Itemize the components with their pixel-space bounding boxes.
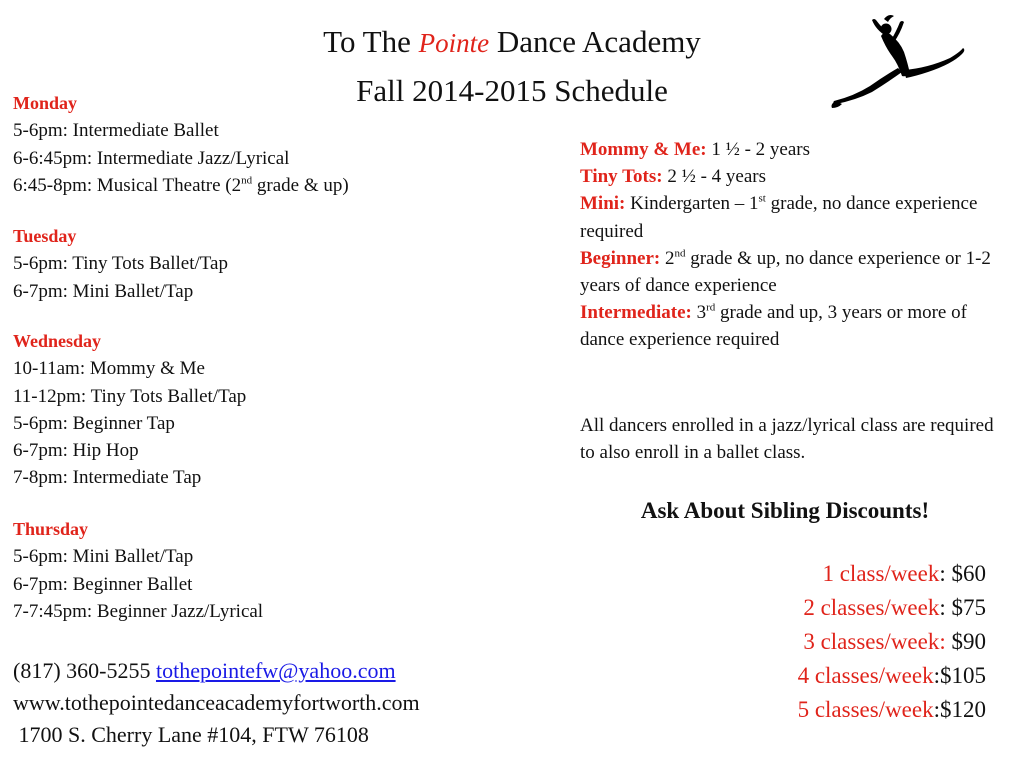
page-subtitle: Fall 2014-2015 Schedule bbox=[356, 73, 668, 108]
price-row bbox=[798, 659, 986, 693]
level-mini bbox=[580, 190, 1000, 244]
phone-number: (817) 360-5255 bbox=[13, 658, 151, 683]
level-text: 2 bbox=[660, 247, 675, 269]
address bbox=[13, 719, 420, 751]
level-text: grade & up, no dance experience or 1-2 years of dance experience bbox=[580, 247, 991, 297]
dancer-leap-silhouette-icon bbox=[828, 12, 978, 112]
title-prefix: To The bbox=[323, 24, 411, 59]
class-slot: 6-7pm: Beginner Ballet bbox=[13, 573, 193, 595]
level-text: 2 ½ - 4 years bbox=[662, 166, 766, 188]
level-beginner bbox=[580, 245, 1000, 299]
level-sup: rd bbox=[706, 301, 716, 314]
price-label: 5 classes/week bbox=[797, 697, 934, 722]
price-row bbox=[798, 557, 986, 591]
day-thursday bbox=[13, 516, 263, 625]
class-slot: 7-7:45pm: Beginner Jazz/Lyrical bbox=[13, 600, 264, 622]
class-slot: 5-6pm: Mini Ballet/Tap bbox=[13, 546, 194, 568]
title-suffix: Dance Academy bbox=[496, 24, 701, 59]
level-tiny bbox=[580, 163, 1000, 190]
price-value: : $60 bbox=[939, 561, 986, 586]
class-slot: 6-7pm: Hip Hop bbox=[13, 440, 139, 462]
class-slot-sup: nd bbox=[241, 174, 253, 187]
class-slot: 10-11am: Mommy & Me bbox=[13, 358, 205, 380]
title-pointe: Pointe bbox=[418, 28, 490, 58]
level-mommy bbox=[580, 136, 1000, 163]
class-slot-text: 6:45-8pm: Musical Theatre (2 bbox=[13, 174, 242, 196]
class-slot: 11-12pm: Tiny Tots Ballet/Tap bbox=[13, 385, 247, 407]
price-row bbox=[798, 693, 986, 727]
level-label: Intermediate: bbox=[580, 302, 692, 324]
price-row bbox=[798, 591, 986, 625]
website-url: www.tothepointedanceacademyfortworth.com bbox=[13, 690, 420, 715]
price-value: :$105 bbox=[933, 663, 986, 688]
pricing-list bbox=[798, 557, 986, 727]
class-slot: 5-6pm: Intermediate Ballet bbox=[13, 120, 219, 142]
price-value: $90 bbox=[945, 629, 986, 654]
sibling-discount-heading: Ask About Sibling Discounts! bbox=[640, 498, 930, 523]
day-name-monday: Monday bbox=[13, 93, 78, 113]
day-name-wednesday: Wednesday bbox=[13, 331, 102, 351]
day-wednesday bbox=[13, 328, 246, 492]
level-text: 1 ½ - 2 years bbox=[706, 139, 811, 160]
ballet-requirement-note: All dancers enrolled in a jazz/lyrical class are required to also enroll in a ballet class. bbox=[580, 415, 994, 464]
class-slot: 5-6pm: Tiny Tots Ballet/Tap bbox=[13, 253, 228, 275]
class-slot: 5-6pm: Beginner Tap bbox=[13, 412, 175, 434]
day-name-thursday: Thursday bbox=[13, 519, 89, 539]
price-label: 4 classes/week bbox=[797, 663, 934, 688]
class-slot: 6-6:45pm: Intermediate Jazz/Lyrical bbox=[13, 147, 290, 169]
class-slot-text: grade & up) bbox=[252, 174, 349, 196]
level-label: Mommy & Me: bbox=[580, 139, 707, 160]
level-sup: st bbox=[758, 193, 766, 206]
level-text: grade and up, 3 years or more of dance experience required bbox=[580, 302, 967, 351]
price-label: 1 class/week bbox=[822, 561, 940, 586]
level-text: 3 bbox=[691, 302, 707, 324]
class-levels bbox=[580, 136, 1000, 354]
class-slot: 6-7pm: Mini Ballet/Tap bbox=[13, 280, 194, 302]
price-label: 3 classes/week: bbox=[803, 629, 946, 654]
level-label: Beginner: bbox=[580, 247, 661, 269]
email-link[interactable]: tothepointefw@yahoo.com bbox=[155, 658, 396, 683]
day-tuesday bbox=[13, 223, 228, 305]
day-name-tuesday: Tuesday bbox=[13, 226, 77, 246]
contact-line bbox=[13, 655, 420, 687]
level-label: Mini: bbox=[580, 193, 626, 215]
level-intermediate bbox=[580, 299, 1000, 353]
level-label: Tiny Tots: bbox=[580, 166, 663, 188]
class-slot bbox=[13, 172, 349, 199]
level-sup: nd bbox=[674, 247, 686, 260]
address-text: 1700 S. Cherry Lane #104, FTW 76108 bbox=[18, 722, 369, 747]
class-slot: 7-8pm: Intermediate Tap bbox=[13, 467, 202, 489]
price-value: : $75 bbox=[939, 595, 986, 620]
price-row bbox=[798, 625, 986, 659]
level-text: Kindergarten – 1 bbox=[625, 193, 759, 215]
day-monday bbox=[13, 90, 349, 199]
price-value: :$120 bbox=[933, 697, 986, 722]
price-label: 2 classes/week bbox=[803, 595, 940, 620]
contact-info bbox=[13, 655, 420, 751]
level-text: grade, no dance experience required bbox=[580, 193, 978, 242]
